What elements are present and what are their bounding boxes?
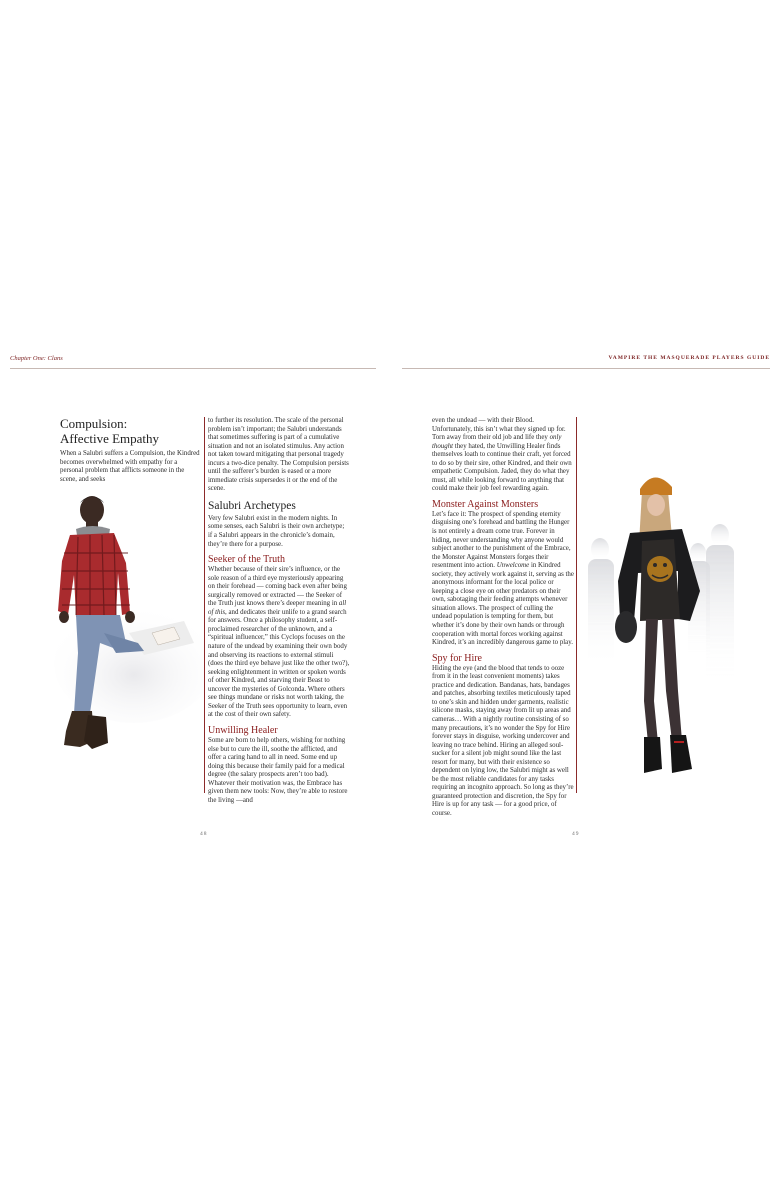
salubri-man-illustration <box>34 493 206 793</box>
left-column-1 <box>60 417 202 484</box>
seeker-paragraph <box>208 566 350 720</box>
folio-left: 48 <box>200 831 208 837</box>
monster-paragraph <box>432 511 574 648</box>
running-head-left: Chapter One: Clans <box>10 355 63 362</box>
seeker-text-b: , and dedicates their unlife to a grand search for answers. Once a philosophy student, a self-proclaimed researcher of the unknown, and a “spiritual influencer,” this Cyclops focuses on the nature of the undead by examining their own body and observing its reactions to external stimuli (does the third eye behave just like the other two?), seeking enlightenment in written or spoken words of other Kindred, and starving their Beast to uncover the mysteries of Golconda. Where others see things mundane or risks not worth taking, the Seeker of the Truth sees opportunity to learn, even at the cost of their own safety. <box>208 608 350 719</box>
compulsion-intro: When a Salubri suffers a Compulsion, the Kindred becomes overwhelmed with empathy for a personal problem that afflicts someone in the scene, and seeks <box>60 450 200 483</box>
spy-paragraph: Hiding the eye (and the blood that tends to ooze from it in the least convenient moments) takes practice and dedication. Bandanas, hats, bandages and patches, absorbing textiles meticulously taped to one’s skin and hidden under garments, realistic silicone masks, staying away from lit up areas and cameras… With a nightly routine consisting of so many precautions, it’s no wonder the Spy for Hire forever stays in disguise, working undercover and leaving no trace behind. Hiring an alleged soul-sucker for a silent job might sound like the last resort for many, but with their existence so dependent on lying low, the Salubri might as well be the most reliable candidates for any tasks requiring an incognito approach. So long as they’re guaranteed protection and discretion, the Spy for Hire is up for any task — for a good price, of course. <box>432 664 574 817</box>
seeker-text-a: Whether because of their sire’s influence, or the sole reason of a third eye mysteriously appearing on their forehead — coming back even after being surgically removed or extracted — the Seeker of the Truth just knows there’s deeper meaning in <box>208 566 347 608</box>
healer-paragraph: Some are born to help others, wishing for nothing else but to cure the ill, soothe the afflicted, and offer a caring hand to all in need. Some end up doing this because their family paid for a medical degree (the salary prospects aren’t too bad). Whatever their motivation was, the Embrace has given them new tools: Now, they’re able to restore the living —and <box>208 736 348 804</box>
heading-line-2: Affective Empathy <box>60 430 160 446</box>
section-heading-compulsion <box>60 417 202 446</box>
heading-spy-for-hire: Spy for Hire <box>432 652 482 664</box>
column-divider-left <box>204 417 205 793</box>
salubri-woman-illustration <box>582 451 752 791</box>
column-divider-right <box>576 417 577 793</box>
header-rule-left <box>10 368 376 369</box>
left-column-2 <box>208 417 350 805</box>
healer-continued <box>432 417 574 494</box>
monster-text-a: Let’s face it: The prospect of spending eternity disguising one’s forehead and battling the Hunger is not entirely a dream come true. Forever in hiding, never understanding why anyone would subject another to the punishment of the Embrace, the Monster Against Monsters forges their resentment into action. <box>432 510 571 570</box>
running-head-right: VAMPIRE THE MASQUERADE PLAYERS GUIDE <box>608 355 770 361</box>
healer-text-emphasis: only thought <box>432 434 562 450</box>
healer-text-a: even the undead — with their Blood. Unfortunately, this isn’t what they signed up for. Torn away from their old job and life they <box>432 417 566 442</box>
monster-text-b: in Kindred society, they actively work against it, serving as the anonymous informant for the local police or keeping a close eye on other predators on their own, sabotaging their feeding attempts whenever situation allows. The prospect of culling the undead population is tempting for them, but whether it’s done by their own hands or through cooperation with mortal forces working against Kindred, it’s an incredibly dangerous game to play. <box>432 562 574 647</box>
heading-monster-against-monsters: Monster Against Monsters <box>432 498 539 510</box>
archetypes-intro: Very few Salubri exist in the modern nights. In some senses, each Salubri is their own archetype; if a Salubri appears in the chronicle’s domain, they’re there for a purpose. <box>208 514 345 548</box>
heading-seeker-of-the-truth: Seeker of the Truth <box>208 554 285 566</box>
right-page <box>402 355 770 845</box>
heading-salubri-archetypes: Salubri Archetypes <box>208 499 296 512</box>
left-page <box>10 355 376 845</box>
heading-line-1: Compulsion: <box>60 416 128 431</box>
heading-unwilling-healer: Unwilling Healer <box>208 724 278 736</box>
seeker-text-emphasis: all of this <box>208 600 347 616</box>
compulsion-continued: to further its resolution. The scale of the personal problem isn’t important; the Salubri understands that sometimes suffering is part of a cumulative situation and not an isolated stimulus. Any action not taken toward mitigating that personal tragedy incurs a two-dice penalty. The Compulsion persists until the sufferer’s burden is eased or a more immediate crisis supersedes it or the end of the scene. <box>208 417 349 493</box>
healer-text-b: they hated, the Unwilling Healer finds themselves loath to continue their craft, yet forced to do so by their sire, other Kindred, and their own empathetic Compulsion. Jaded, they do what they must, all while looking forward to anything that could make their job feel rewarding again. <box>432 442 572 493</box>
monster-text-emphasis: Unwelcome <box>496 562 530 570</box>
header-rule-right <box>402 368 770 369</box>
right-column <box>432 417 574 819</box>
folio-right: 49 <box>572 831 580 837</box>
